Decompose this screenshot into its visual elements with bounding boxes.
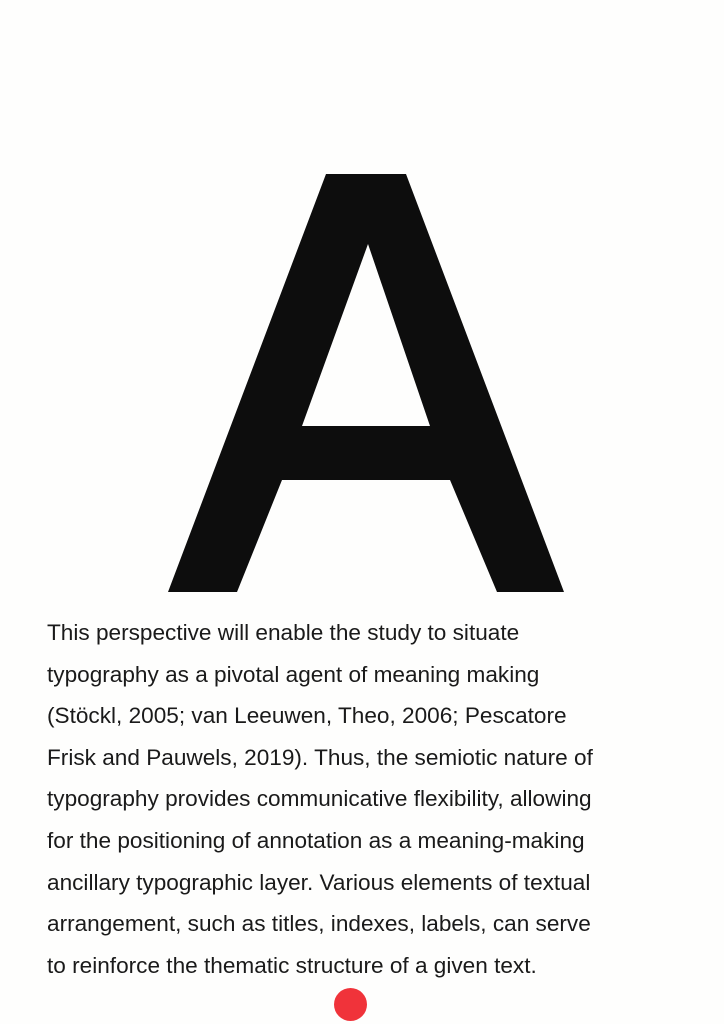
paragraph-line: This perspective will enable the study to situate [47,620,520,645]
paragraph-line: typography provides communicative flexibility, allowing [47,786,592,812]
paragraph-line: Frisk and Pauwels, 2019). Thus, the semiotic nature of [47,744,593,770]
big-letter-a [168,174,564,592]
paragraph-line: (Stöckl, 2005; van Leeuwen, Theo, 2006; Pescatore [47,703,567,729]
big-letter-a-shape [168,174,564,592]
paragraph-line: ancillary typographic layer. Various elements of textual [47,869,591,895]
paragraph-line: to reinforce the thematic structure of a given text. [47,952,537,978]
body-paragraph [47,612,707,986]
paragraph-line: for the positioning of annotation as a meaning-making [47,827,585,853]
red-dot-icon [334,988,367,1021]
paragraph-line: arrangement, such as titles, indexes, labels, can serve [47,911,591,937]
paragraph-line: typography as a pivotal agent of meaning making [47,661,540,687]
big-letter-a-glyph [168,174,564,592]
